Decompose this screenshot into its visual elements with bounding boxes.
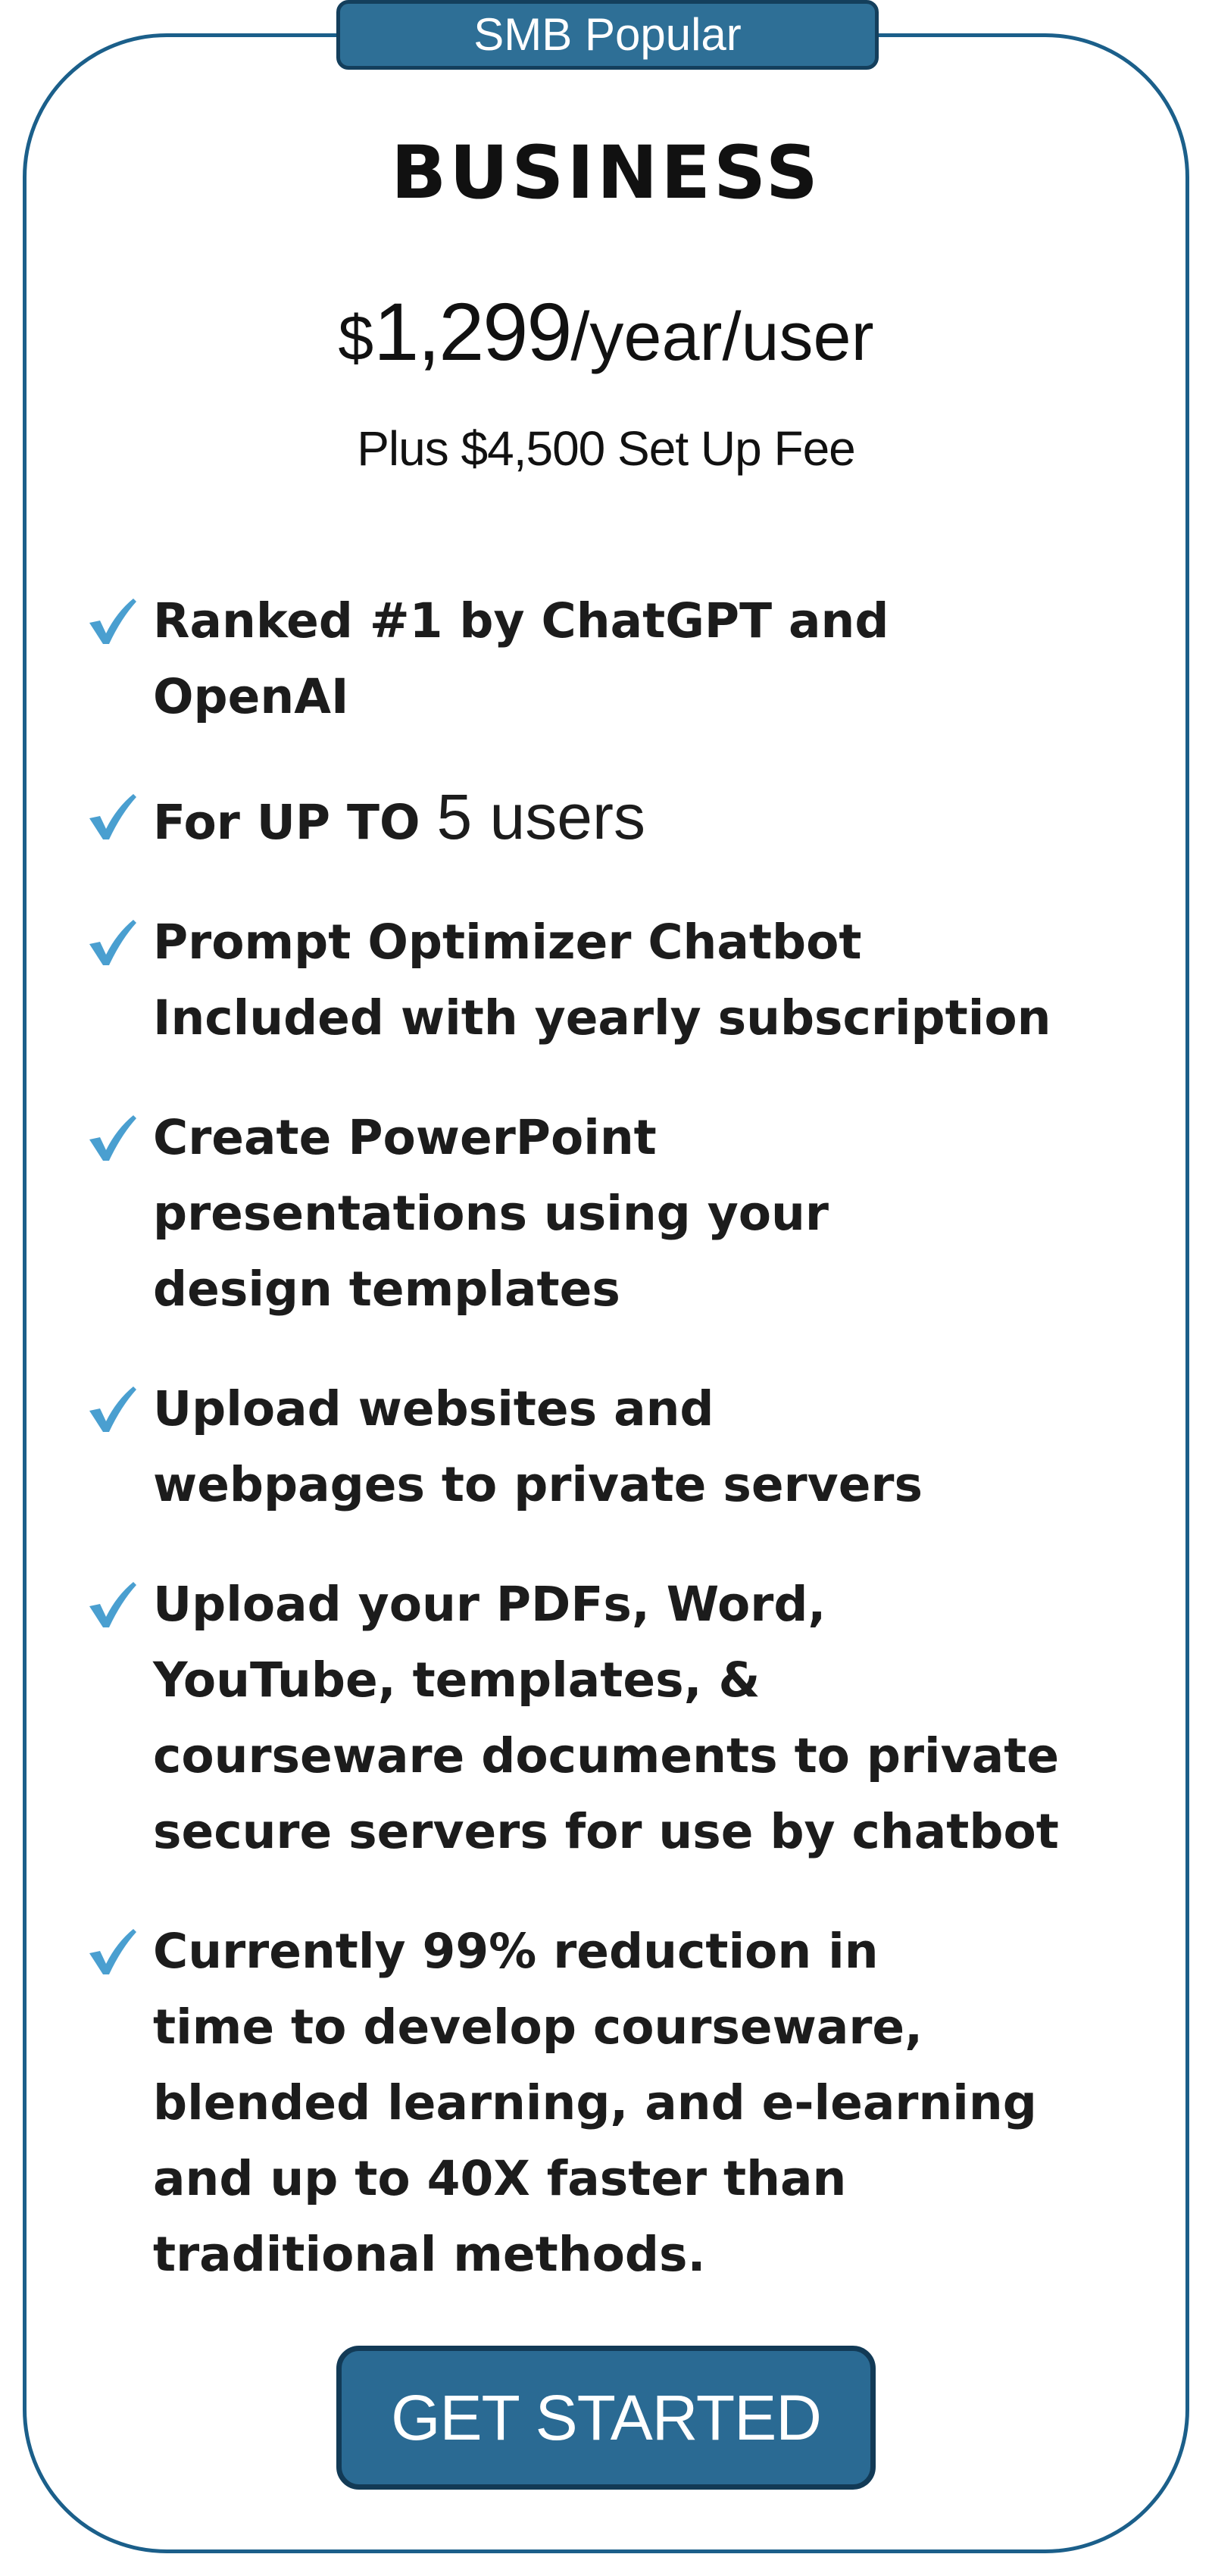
feature-line: Included with yearly subscription (153, 990, 1051, 1046)
feature-item (83, 1567, 1144, 1870)
feature-line: Currently 99% reduction in (153, 1924, 879, 1979)
feature-line: courseware documents to private (153, 1728, 1060, 1784)
feature-user-limit-prefix: For UP TO (153, 795, 420, 850)
feature-line: YouTube, templates, & (153, 1652, 761, 1708)
feature-line: Create PowerPoint (153, 1110, 657, 1165)
feature-line: webpages to private servers (153, 1457, 923, 1512)
check-icon (83, 914, 138, 968)
feature-line: design templates (153, 1261, 620, 1317)
feature-line: time to develop courseware, (153, 1999, 923, 2055)
feature-item (83, 1100, 1144, 1327)
check-icon (83, 1109, 138, 1164)
feature-item (83, 1371, 1144, 1523)
feature-line: and up to 40X faster than (153, 2151, 847, 2206)
feature-line: OpenAI (153, 669, 349, 724)
get-started-label: GET STARTED (391, 2382, 821, 2453)
feature-item (83, 1914, 1144, 2293)
setup-fee: Plus $4,500 Set Up Fee (357, 421, 855, 476)
feature-item (83, 779, 1144, 861)
feature-line: Upload websites and (153, 1381, 714, 1436)
feature-line (153, 779, 1144, 861)
feature-list (83, 583, 1144, 2337)
feature-user-limit-value: 5 users (436, 781, 645, 852)
plan-name: BUSINESS (391, 130, 821, 215)
check-icon (83, 592, 138, 647)
get-started-button[interactable] (336, 2346, 876, 2490)
popular-badge (336, 0, 879, 70)
price-period: /year/user (570, 299, 874, 375)
feature-item (83, 583, 1144, 735)
plan-price (0, 279, 1212, 410)
check-icon (83, 1923, 138, 1977)
check-icon (83, 1380, 138, 1435)
feature-line: secure servers for use by chatbot (153, 1804, 1059, 1859)
feature-line: Ranked #1 by ChatGPT and (153, 593, 889, 649)
price-currency: $ (338, 302, 374, 374)
feature-line: blended learning, and e-learning (153, 2075, 1037, 2131)
price-amount: 1,299 (373, 286, 571, 377)
popular-badge-label: SMB Popular (473, 9, 742, 60)
feature-line: Upload your PDFs, Word, (153, 1577, 826, 1632)
check-icon (83, 1576, 138, 1630)
feature-item (83, 905, 1144, 1056)
check-icon (83, 788, 138, 843)
feature-line: traditional methods. (153, 2227, 706, 2282)
feature-line: Prompt Optimizer Chatbot (153, 914, 862, 970)
feature-line: presentations using your (153, 1186, 829, 1241)
